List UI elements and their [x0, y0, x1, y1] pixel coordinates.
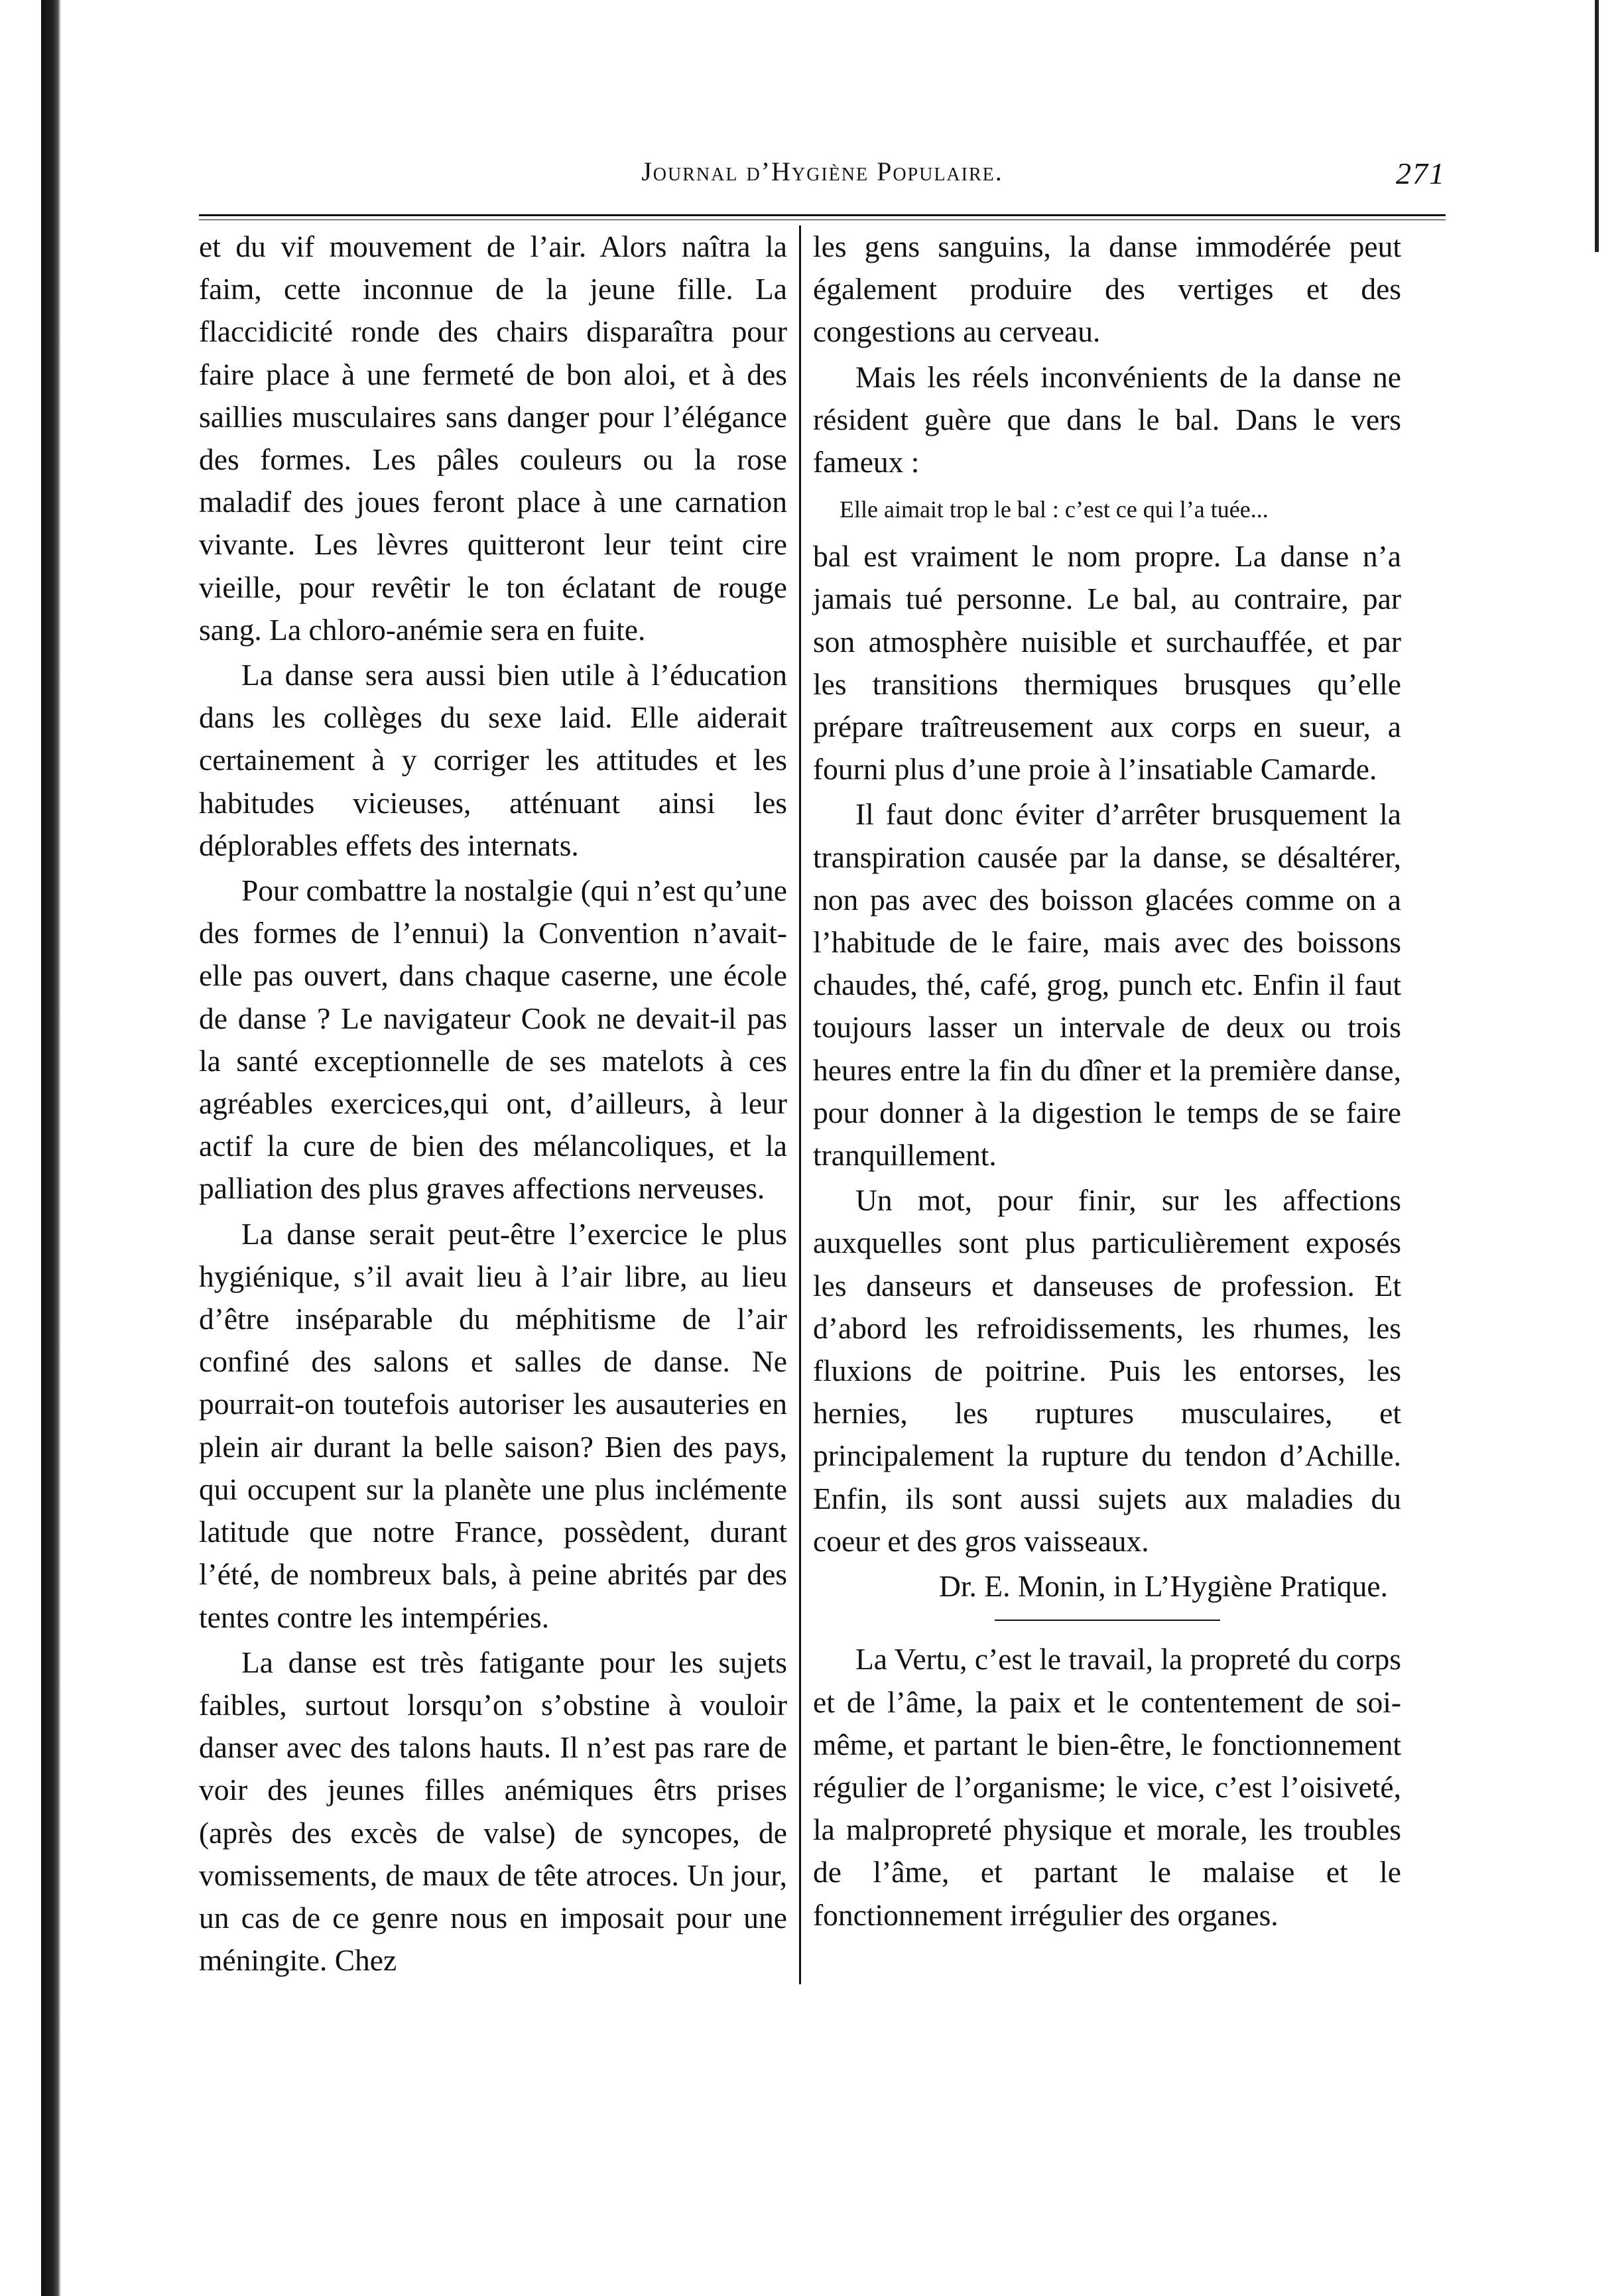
running-title: Journal d’Hygiène Populaire. [641, 157, 1003, 186]
paragraph: Un mot, pour finir, sur les affections auxquelles sont plus particulièrement exposés les danseurs et danseuses de profession. Et d’abord les refroidissements, les rhumes, les fluxions de poitrine. Puis les entorses, les hernies, les ruptures musculaires, et principalement la rupture du tendon d’Achille. Enfin, ils sont aussi sujets aux maladies du coeur et des gros vaisseaux. [813, 1183, 1401, 1558]
scan-edge-mark [1595, 0, 1599, 252]
right-column [801, 225, 1401, 1984]
paragraph: Il faut donc éviter d’arrêter brusquement la transpiration causée par la danse, se désaltérer, non pas avec des boisson glacées comme on a l’habitude de le faire, mais avec des boissons chaudes, thé, café, grog, punch etc. Enfin il faut toujours lasser un intervale de deux ou trois heures entre la fin du dîner et la première danse, pour donner à la digestion le temps de se faire tranquillement. [813, 797, 1401, 1173]
author-signature: Dr. E. Monin, in L’Hygiène Pratique. [939, 1569, 1388, 1604]
paragraph: La danse est très fatigante pour les sujets faibles, surtout lorsqu’on s’obstine à vouloir danser avec des talons hauts. Il n’est pas rare de voir des jeunes filles anémiques êtrs prises (après des excès de valse) de syncopes, de vomissements, de maux de tête atroces. Un jour, un cas de ce genre nous en imposait pour une méningite. Chez [199, 1645, 787, 1978]
running-header [199, 156, 1446, 202]
page-number: 271 [1396, 157, 1446, 190]
paragraph: La danse serait peut-être l’exercice le plus hygiénique, s’il avait lieu à l’air libre, au lieu d’être inséparable du méphitisme de l’air confiné des salons et salles de danse. Ne pourrait-on toutefois autoriser les ausauteries en plein air durant la belle saison? Bien des pays, qui occupent sur la planète une plus inclémente latitude que notre France, possèdent, durant l’été, de nombreux bals, à peine abrités par des tentes contre les intempéries. [199, 1216, 787, 1634]
paragraph: Pour combattre la nostalgie (qui n’est qu’une des formes de l’ennui) la Convention n’avait-elle pas ouvert, dans chaque caserne, une école de danse ? Le navigateur Cook ne devait-il pas la santé exceptionnelle de ses matelots à ces agréables exercices,qui ont, d’ailleurs, à leur actif la cure de bien des mélancoliques, et la palliation des plus graves affections nerveuses. [199, 873, 787, 1206]
paragraph: La Vertu, c’est le travail, la propreté du corps et de l’âme, la paix et le contentement de soi-même, et partant le bien-être, le fonctionnement régulier de l’organisme; le vice, c’est l’oisiveté, la malpropreté physique et morale, les troubles de l’âme, et partant le malaise et le fonctionnement irrégulier des organes. [813, 1642, 1401, 1932]
section-rule [995, 1620, 1220, 1621]
quoted-verse: Elle aimait trop le bal : c’est ce qui l’a tuée... [840, 496, 1269, 523]
scan-binding-shadow [41, 0, 61, 2296]
paragraph: La danse sera aussi bien utile à l’éducation dans les collèges du sexe laid. Elle aiderait certainement à y corriger les attitudes et les habitudes vicieuses, atténuant ainsi les déplorables effets des internats. [199, 658, 787, 862]
paragraph: les gens sanguins, la danse immodérée peut également produire des vertiges et des congestions au cerveau. [813, 229, 1401, 349]
left-column [199, 225, 799, 1984]
two-column-body [199, 225, 1446, 1984]
paragraph: bal est vraiment le nom propre. La danse n’a jamais tué personne. Le bal, au contraire, par son atmosphère nuisible et surchauffée, et par les transitions thermiques brusques qu’elle prépare traîtreusement aux corps en sueur, a fourni plus d’une proie à l’insatiable Camarde. [813, 539, 1401, 787]
journal-page [199, 156, 1446, 1984]
paragraph: et du vif mouvement de l’air. Alors naîtra la faim, cette inconnue de la jeune fille. La flaccidicité ronde des chairs disparaîtra pour faire place à une fermeté de bon aloi, et à des saillies musculaires sans danger pour l’élégance des formes. Les pâles couleurs ou la rose maladif des joues feront place à une carnation vivante. Les lèvres quitteront leur teint cire vieille, pour revêtir le ton éclatant de rouge sang. La chloro-anémie sera en fuite. [199, 229, 787, 647]
paragraph: Mais les réels inconvénients de la danse ne résident guère que dans le bal. Dans le vers fameux : [813, 359, 1401, 479]
header-rule [199, 214, 1446, 216]
